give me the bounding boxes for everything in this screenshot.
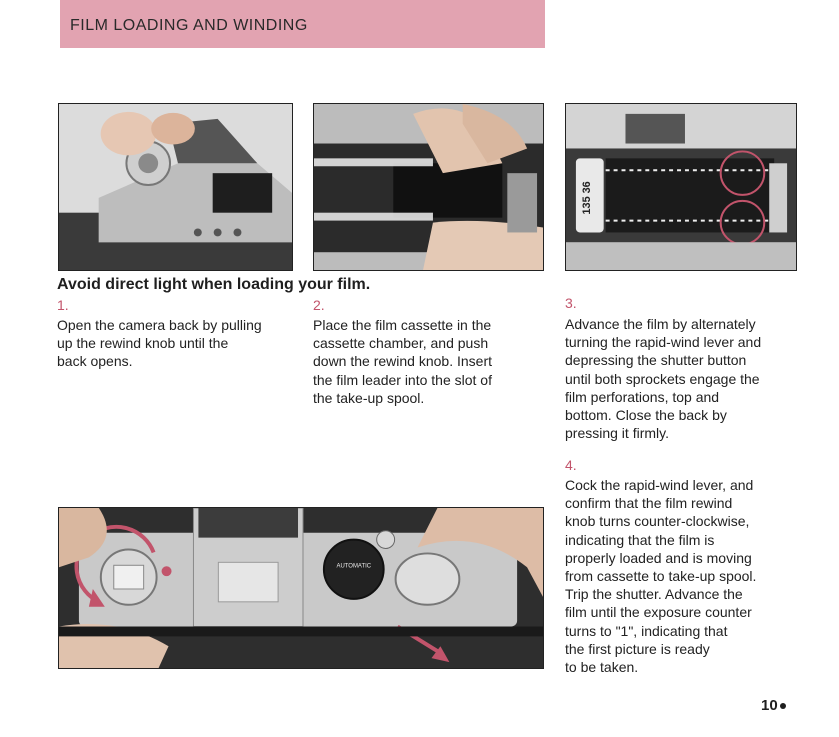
shutter-dial-label: AUTOMATIC — [336, 563, 372, 570]
page-number — [761, 697, 786, 714]
step-number-4: 4. — [565, 457, 577, 473]
cassette-label: 135 36 — [580, 181, 593, 215]
section-heading: Avoid direct light when loading your film. — [57, 276, 371, 293]
step-text-3: Advance the film by alternately turning the rapid-wind lever and depressing the shutter button until both sprockets engage the film perforations, top and bottom. Close the back by pressing it firmly. — [565, 316, 762, 442]
page-number-text: 10 — [761, 697, 778, 714]
step-number-2: 2. — [313, 297, 325, 313]
step-number-1: 1. — [57, 297, 69, 313]
section-title: FILM LOADING AND WINDING — [70, 17, 308, 34]
photo-sprockets-engaged — [565, 103, 797, 271]
step-text-1: Open the camera back by pulling up the rewind knob until the back opens. — [57, 317, 262, 370]
step-number-3: 3. — [565, 295, 577, 311]
step-text-2: Place the film cassette in the cassette chamber, and push down the rewind knob. Insert the film leader into the slot of the take-up spool. — [313, 317, 492, 406]
photo-insert-film — [313, 103, 544, 271]
step-text-4: Cock the rapid-wind lever, and confirm that the film rewind knob turns counter-clockwise, indicating that the film is properly loaded and is moving from cassette to take-up spool. Trip the shutter. Advance the film until the exposure counter turns to "1", indicating that the first picture is ready to be taken. — [565, 477, 757, 676]
photo-camera-top-rewind — [58, 507, 544, 669]
page-number-dot — [780, 703, 786, 709]
photo-open-camera-back — [58, 103, 293, 271]
